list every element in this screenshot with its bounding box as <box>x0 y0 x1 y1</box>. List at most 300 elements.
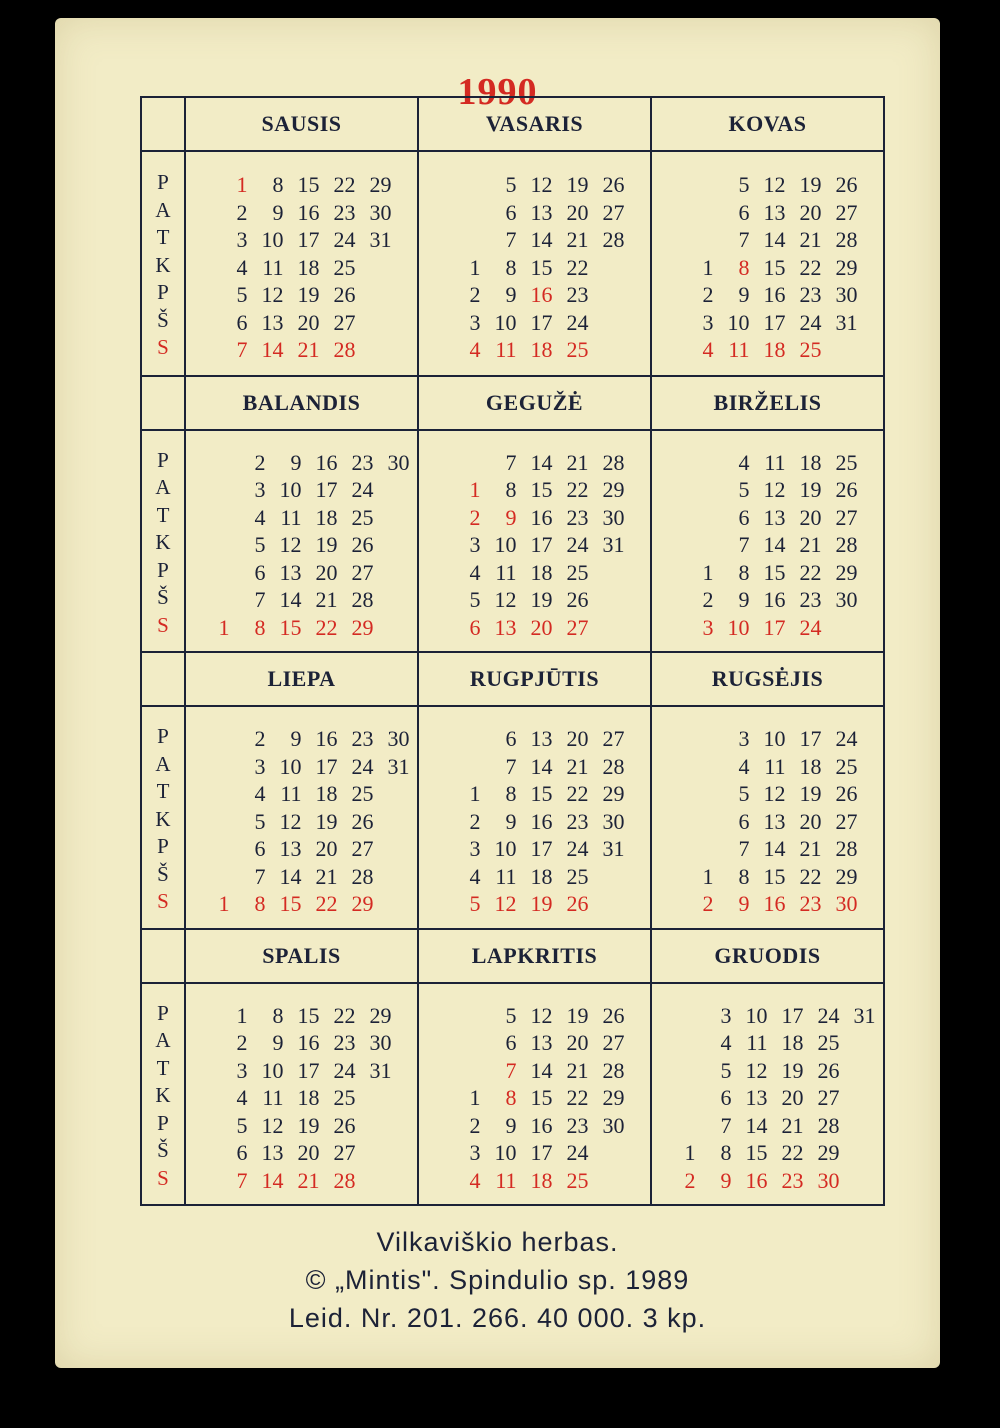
day-number: 29 <box>369 1002 392 1028</box>
weekday-letter: P <box>157 557 169 582</box>
day-number <box>445 200 481 228</box>
day-number: 10 <box>279 753 302 779</box>
month-name: SPALIS <box>186 930 417 984</box>
day-number: 4 <box>254 781 266 806</box>
week-row <box>190 809 413 837</box>
day-number: 2 <box>702 587 714 612</box>
day-number: 6 <box>236 1140 248 1165</box>
day-number: 5 <box>236 282 248 307</box>
day-number: 23 <box>799 282 822 307</box>
day-number: 19 <box>781 1057 804 1083</box>
day-number: 23 <box>333 199 356 225</box>
day-number <box>445 754 481 782</box>
day-number: 18 <box>530 1167 553 1193</box>
quarter-row <box>142 98 883 375</box>
day-number: 5 <box>738 781 750 806</box>
day-number: 19 <box>297 282 320 307</box>
day-number <box>194 809 230 837</box>
day-number: 9 <box>272 1030 284 1055</box>
day-number: 13 <box>494 614 517 640</box>
day-number: 30 <box>835 587 858 612</box>
month-name: SAUSIS <box>186 98 417 152</box>
day-number: 2 <box>254 449 266 475</box>
day-number: 28 <box>351 587 374 612</box>
day-number <box>589 864 625 892</box>
day-number: 8 <box>505 1085 517 1110</box>
day-number: 26 <box>835 781 858 806</box>
day-number <box>445 227 481 255</box>
day-number <box>374 781 410 809</box>
day-number: 9 <box>738 587 750 612</box>
day-number <box>840 1140 876 1168</box>
day-number <box>374 615 410 643</box>
weekday-letter: S <box>157 335 169 359</box>
day-number <box>678 726 714 754</box>
day-number: 22 <box>566 477 589 502</box>
day-number: 2 <box>236 199 248 225</box>
day-number: 15 <box>530 1085 553 1110</box>
day-number <box>194 726 230 754</box>
week-row <box>423 1003 646 1031</box>
week-row <box>190 1085 413 1113</box>
week-row <box>656 1113 879 1141</box>
day-number: 27 <box>333 309 356 335</box>
day-number: 15 <box>297 172 320 197</box>
day-number: 15 <box>763 254 786 280</box>
week-row <box>190 477 413 505</box>
day-number: 9 <box>738 282 750 307</box>
day-number: 3 <box>469 532 481 557</box>
day-number: 7 <box>505 449 517 475</box>
week-row <box>656 726 879 754</box>
day-number: 12 <box>530 1002 553 1028</box>
day-number: 1 <box>684 1140 696 1165</box>
week-row <box>423 754 646 782</box>
day-number: 23 <box>799 587 822 612</box>
day-number: 21 <box>799 532 822 557</box>
week-row <box>656 1058 879 1086</box>
day-number: 14 <box>261 337 284 362</box>
day-number: 24 <box>566 836 589 861</box>
day-number: 20 <box>566 199 589 225</box>
day-number: 6 <box>738 504 750 530</box>
day-number: 23 <box>351 726 374 751</box>
day-number: 24 <box>817 1002 840 1028</box>
day-number: 12 <box>279 808 302 834</box>
week-row <box>423 200 646 228</box>
day-number: 23 <box>781 1167 804 1193</box>
month-name: RUGPJŪTIS <box>419 653 650 707</box>
day-number: 28 <box>835 227 858 252</box>
day-number: 4 <box>738 753 750 779</box>
week-row <box>423 477 646 505</box>
day-number: 6 <box>505 1030 517 1055</box>
day-number: 3 <box>738 726 750 751</box>
day-number: 21 <box>566 1057 589 1083</box>
week-row <box>656 1168 879 1196</box>
week-row <box>656 477 879 505</box>
day-number: 17 <box>763 614 786 640</box>
day-number: 30 <box>602 504 625 530</box>
day-number: 21 <box>566 753 589 779</box>
month-name: LAPKRITIS <box>419 930 650 984</box>
weekday-letter: A <box>155 1028 171 1052</box>
week-row <box>423 587 646 615</box>
day-number <box>589 891 625 919</box>
day-number: 26 <box>351 532 374 557</box>
day-number <box>840 1030 876 1058</box>
day-number <box>678 505 714 533</box>
weekday-letter: P <box>157 834 169 858</box>
day-number: 24 <box>566 532 589 557</box>
footer-line-2: © „Mintis". Spindulio sp. 1989 <box>305 1265 690 1295</box>
day-number: 7 <box>738 227 750 252</box>
day-number: 28 <box>817 1112 840 1138</box>
day-number: 6 <box>254 836 266 861</box>
weekday-letter: T <box>156 1055 170 1080</box>
day-number: 4 <box>469 337 481 362</box>
day-number: 28 <box>602 449 625 475</box>
week-row <box>190 615 413 643</box>
day-number <box>194 532 230 560</box>
month-block <box>650 98 883 375</box>
calendar-year: 1990 <box>457 71 538 113</box>
day-number: 2 <box>469 808 481 834</box>
week-row <box>656 172 879 200</box>
day-number: 21 <box>315 587 338 612</box>
day-number: 2 <box>469 282 481 307</box>
day-number: 11 <box>764 449 786 475</box>
day-number <box>374 532 410 560</box>
week-row <box>190 1058 413 1086</box>
day-number: 19 <box>799 172 822 197</box>
day-number: 20 <box>566 726 589 751</box>
day-number: 12 <box>261 1112 284 1138</box>
day-number: 22 <box>333 172 356 197</box>
day-number: 28 <box>835 532 858 557</box>
day-number: 19 <box>530 587 553 612</box>
day-number: 19 <box>799 781 822 806</box>
day-number: 21 <box>799 227 822 252</box>
day-number: 16 <box>530 504 553 530</box>
day-number <box>678 754 714 782</box>
day-number: 8 <box>505 477 517 502</box>
day-number: 10 <box>494 309 517 335</box>
day-number <box>374 560 410 588</box>
day-number: 17 <box>530 309 553 335</box>
day-number <box>678 172 714 200</box>
week-row <box>656 1003 879 1031</box>
day-number: 16 <box>763 282 786 307</box>
day-number: 3 <box>702 614 714 640</box>
day-number: 23 <box>566 808 589 834</box>
day-number: 8 <box>720 1140 732 1165</box>
day-number: 14 <box>279 587 302 612</box>
day-number: 8 <box>738 863 750 889</box>
week-row <box>423 450 646 478</box>
month-block <box>417 653 650 928</box>
day-number: 22 <box>799 863 822 889</box>
day-number: 22 <box>781 1140 804 1165</box>
day-number: 11 <box>764 753 786 779</box>
day-number: 24 <box>566 1140 589 1165</box>
day-number: 11 <box>262 254 284 280</box>
week-row <box>190 450 413 478</box>
day-number <box>194 754 230 782</box>
day-number: 1 <box>702 254 714 280</box>
day-number: 14 <box>530 1057 553 1083</box>
day-number: 29 <box>602 477 625 502</box>
day-number: 30 <box>387 449 410 475</box>
week-row <box>190 754 413 782</box>
weekday-letter: P <box>157 1110 169 1135</box>
day-number: 22 <box>566 254 589 280</box>
day-number: 27 <box>817 1085 840 1110</box>
day-number <box>589 337 625 365</box>
day-number: 22 <box>315 614 338 640</box>
day-number: 18 <box>315 504 338 530</box>
week-row <box>190 255 413 283</box>
week-row <box>656 1085 879 1113</box>
weekday-letter: P <box>157 1000 169 1025</box>
day-number <box>678 227 714 255</box>
day-number: 6 <box>738 199 750 225</box>
day-number: 15 <box>279 614 302 640</box>
day-number: 7 <box>720 1112 732 1138</box>
month-block <box>186 653 417 928</box>
day-number: 9 <box>505 1112 517 1138</box>
day-number: 19 <box>297 1112 320 1138</box>
week-row <box>423 532 646 560</box>
weekday-letter: P <box>157 724 169 748</box>
week-row <box>423 864 646 892</box>
day-number: 1 <box>469 254 481 280</box>
day-number: 3 <box>469 309 481 335</box>
day-number: 29 <box>602 781 625 806</box>
day-number: 26 <box>835 477 858 502</box>
day-number: 7 <box>254 863 266 889</box>
day-number <box>660 1030 696 1058</box>
day-number: 11 <box>728 337 750 362</box>
month-block <box>417 930 650 1205</box>
day-number: 29 <box>835 863 858 889</box>
week-row <box>656 891 879 919</box>
day-number: 23 <box>799 891 822 916</box>
day-number: 16 <box>315 449 338 475</box>
day-number <box>356 1085 392 1113</box>
day-number: 15 <box>763 559 786 585</box>
day-number: 11 <box>495 337 517 362</box>
day-number: 16 <box>530 282 553 307</box>
day-number: 9 <box>738 891 750 916</box>
day-number: 10 <box>494 532 517 557</box>
day-number: 31 <box>369 227 392 252</box>
day-number: 6 <box>469 614 481 640</box>
day-number: 19 <box>566 172 589 197</box>
day-number: 27 <box>566 614 589 640</box>
day-number: 24 <box>333 227 356 252</box>
week-row <box>190 337 413 365</box>
day-number: 4 <box>469 863 481 889</box>
day-number <box>589 1168 625 1196</box>
day-number <box>374 891 410 919</box>
day-number: 29 <box>351 614 374 640</box>
day-number <box>374 505 410 533</box>
day-number: 31 <box>387 753 410 779</box>
week-row <box>656 615 879 643</box>
day-number: 21 <box>566 227 589 252</box>
day-number: 14 <box>261 1167 284 1193</box>
weekday-letter: A <box>155 475 171 499</box>
day-number: 10 <box>261 1057 284 1083</box>
day-number: 9 <box>505 282 517 307</box>
day-number: 16 <box>763 587 786 612</box>
week-row <box>190 1003 413 1031</box>
day-number: 14 <box>530 449 553 475</box>
day-number: 24 <box>566 309 589 335</box>
day-number: 7 <box>738 836 750 861</box>
week-row <box>423 505 646 533</box>
day-number <box>589 1140 625 1168</box>
day-number: 21 <box>566 449 589 475</box>
day-number: 12 <box>763 172 786 197</box>
week-row <box>190 560 413 588</box>
week-row <box>656 754 879 782</box>
week-row <box>190 532 413 560</box>
day-number: 11 <box>262 1085 284 1110</box>
day-number: 9 <box>290 726 302 751</box>
week-row <box>423 310 646 338</box>
day-number: 13 <box>261 309 284 335</box>
day-number: 20 <box>530 614 553 640</box>
day-number: 4 <box>702 337 714 362</box>
weekday-column <box>142 930 186 1205</box>
day-number: 11 <box>280 781 302 806</box>
weekday-letter: P <box>157 170 169 194</box>
day-number: 5 <box>236 1112 248 1138</box>
day-number: 27 <box>351 836 374 861</box>
calendar-grid <box>140 96 885 1206</box>
day-number: 12 <box>494 587 517 612</box>
day-number: 26 <box>333 1112 356 1138</box>
month-name: GRUODIS <box>652 930 883 984</box>
day-number: 1 <box>218 614 230 640</box>
day-number: 19 <box>799 477 822 502</box>
day-number: 1 <box>218 891 230 916</box>
day-number: 25 <box>351 781 374 806</box>
day-number <box>194 587 230 615</box>
day-number: 26 <box>333 282 356 307</box>
day-number <box>356 1113 392 1141</box>
day-number: 4 <box>469 559 481 585</box>
day-number: 4 <box>236 1085 248 1110</box>
week-row <box>656 200 879 228</box>
month-block <box>417 377 650 652</box>
day-number: 2 <box>469 504 481 530</box>
day-number: 28 <box>351 863 374 889</box>
day-number <box>840 1058 876 1086</box>
week-row <box>190 505 413 533</box>
month-name: LIEPA <box>186 653 417 707</box>
day-number <box>678 809 714 837</box>
day-number: 3 <box>469 836 481 861</box>
week-row <box>656 809 879 837</box>
day-number: 15 <box>279 891 302 916</box>
day-number: 7 <box>236 1167 248 1193</box>
weekday-column <box>142 653 186 928</box>
day-number: 20 <box>315 559 338 585</box>
day-number: 12 <box>530 172 553 197</box>
month-name: BIRŽELIS <box>652 377 883 431</box>
weekday-letter: T <box>156 779 170 803</box>
day-number: 14 <box>763 532 786 557</box>
day-number <box>445 1003 481 1031</box>
month-block <box>186 377 417 652</box>
day-number: 4 <box>254 504 266 530</box>
day-number: 21 <box>297 337 320 362</box>
week-row <box>190 781 413 809</box>
day-number <box>374 477 410 505</box>
week-row <box>656 1030 879 1058</box>
day-number <box>194 450 230 478</box>
week-row <box>656 310 879 338</box>
weekday-letter: Š <box>157 585 169 609</box>
week-row <box>190 1113 413 1141</box>
day-number <box>356 255 392 283</box>
day-number: 14 <box>530 227 553 252</box>
day-number: 16 <box>315 726 338 751</box>
day-number: 29 <box>835 559 858 585</box>
day-number: 13 <box>530 1030 553 1055</box>
week-row <box>656 282 879 310</box>
day-number: 15 <box>530 477 553 502</box>
day-number: 3 <box>702 309 714 335</box>
day-number: 14 <box>745 1112 768 1138</box>
day-number: 16 <box>530 1112 553 1138</box>
day-number <box>660 1058 696 1086</box>
day-number: 16 <box>530 808 553 834</box>
day-number: 13 <box>530 199 553 225</box>
weekday-letter: Š <box>157 1138 169 1162</box>
day-number: 30 <box>835 891 858 916</box>
month-name: KOVAS <box>652 98 883 152</box>
day-number: 11 <box>280 504 302 530</box>
day-number: 3 <box>236 1057 248 1083</box>
day-number <box>589 282 625 310</box>
day-number <box>445 172 481 200</box>
week-row <box>423 809 646 837</box>
footer-line-3: Leid. Nr. 201. 266. 40 000. 3 kp. <box>288 1303 707 1333</box>
day-number: 25 <box>835 449 858 475</box>
day-number: 18 <box>530 863 553 889</box>
day-number: 15 <box>297 1002 320 1028</box>
day-number: 26 <box>566 587 589 612</box>
day-number: 11 <box>495 863 517 889</box>
day-number: 10 <box>261 227 284 252</box>
day-number: 12 <box>261 282 284 307</box>
day-number: 10 <box>727 309 750 335</box>
day-number: 17 <box>763 309 786 335</box>
day-number: 24 <box>351 477 374 502</box>
day-number: 8 <box>272 1002 284 1028</box>
week-row <box>423 282 646 310</box>
day-number: 23 <box>333 1030 356 1055</box>
day-number: 1 <box>469 781 481 806</box>
day-number: 14 <box>763 836 786 861</box>
week-row <box>190 836 413 864</box>
day-number: 8 <box>254 891 266 916</box>
day-number: 20 <box>781 1085 804 1110</box>
